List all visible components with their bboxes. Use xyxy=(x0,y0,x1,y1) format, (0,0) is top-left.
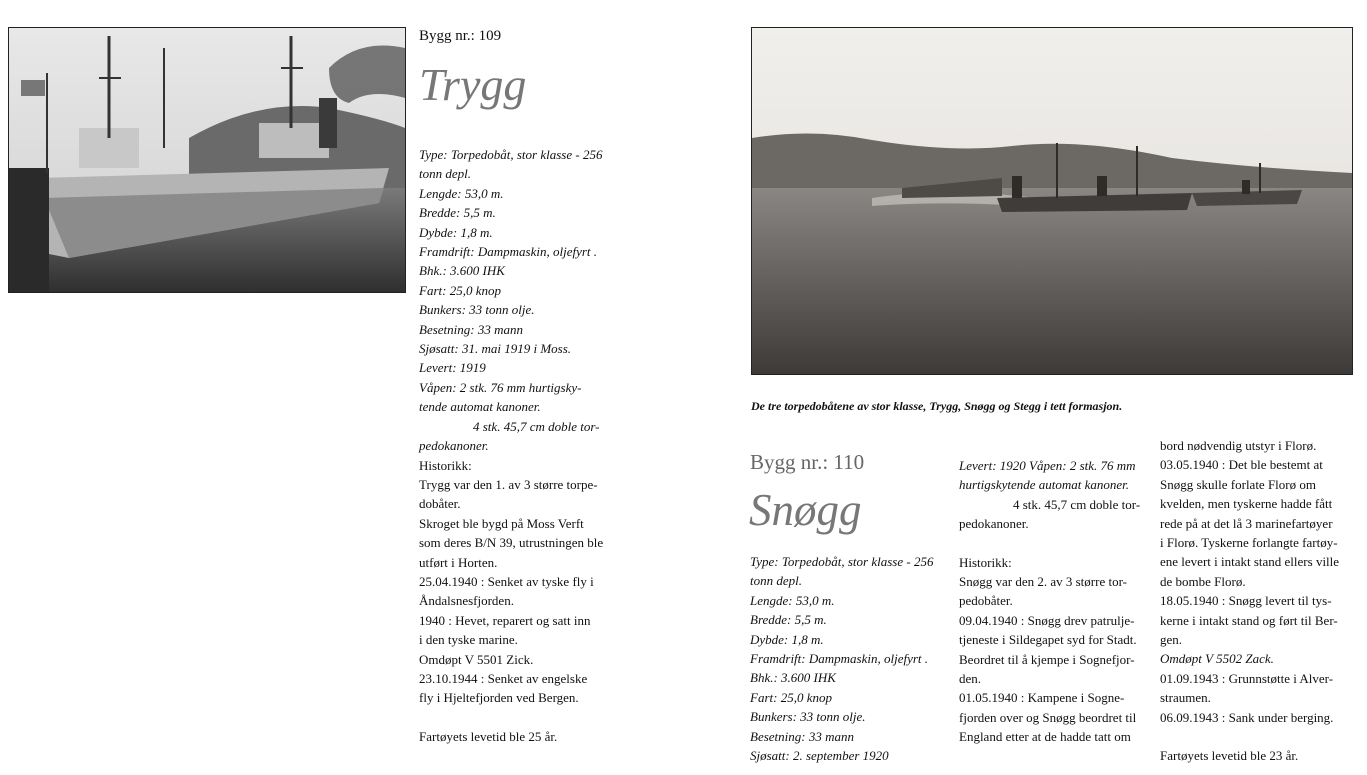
spec-line: tonn depl. xyxy=(750,573,802,589)
spec-line: Framdrift: Dampmaskin, oljefyrt . xyxy=(750,651,929,667)
trygg-photo-illustration xyxy=(9,28,405,292)
spec-line: pedokanoner. xyxy=(419,438,489,454)
history-line: kerne i intakt stand og ført til Ber- xyxy=(1160,612,1338,628)
history-line: kvelden, men tyskerne hadde fått xyxy=(1160,496,1333,512)
history-line: utført i Horten. xyxy=(419,554,498,570)
trygg-text-column xyxy=(419,145,612,746)
history-heading: Historikk: xyxy=(959,554,1012,570)
history-line: 09.04.1940 : Snøgg drev patrulje- xyxy=(959,612,1135,628)
history-line: ene levert i intakt stand ellers ville xyxy=(1160,554,1340,570)
history-heading: Historikk: xyxy=(419,457,472,473)
history-line: Snøgg var den 2. av 3 større tor- xyxy=(959,574,1127,590)
spec-line: Sjøsatt: 2. september 1920 xyxy=(750,748,889,764)
history-line: 06.09.1943 : Sank under berging. xyxy=(1160,709,1334,725)
history-line: dobåter. xyxy=(419,496,461,512)
spec-line: Bunkers: 33 tonn olje. xyxy=(750,709,866,725)
snogg-right-column xyxy=(1160,436,1353,766)
snogg-title: Snøgg xyxy=(749,485,862,535)
history-line: fly i Hjeltefjorden ved Bergen. xyxy=(419,690,579,706)
history-line: pedobåter. xyxy=(959,593,1013,609)
history-line: som deres B/N 39, utrustningen ble xyxy=(419,535,604,551)
spec-line: hurtigskytende automat kanoner. xyxy=(959,477,1130,493)
trygg-bygg-nr: Bygg nr.: 109 xyxy=(419,28,502,44)
history-line: Omdøpt V 5502 Zack. xyxy=(1160,651,1274,667)
formation-photo xyxy=(751,27,1353,375)
spec-line: Besetning: 33 mann xyxy=(750,728,854,744)
lifetime-line: Fartøyets levetid ble 23 år. xyxy=(1160,748,1299,764)
history-line: 23.10.1944 : Senket av engelske xyxy=(419,670,588,686)
history-line: Beordret til å kjempe i Sognefjor- xyxy=(959,651,1135,667)
history-line: straumen. xyxy=(1160,690,1211,706)
lifetime-line: Fartøyets levetid ble 25 år. xyxy=(419,728,558,744)
history-line: den. xyxy=(959,671,982,687)
spec-line: Sjøsatt: 31. mai 1919 i Moss. xyxy=(419,341,572,357)
history-line: Skroget ble bygd på Moss Verft xyxy=(419,515,584,531)
spec-line: Type: Torpedobåt, stor klasse - 256 xyxy=(750,554,934,569)
spec-line: Levert: 1919 xyxy=(419,360,486,376)
spec-line: Type: Torpedobåt, stor klasse - 256 xyxy=(419,147,603,162)
history-line: 01.05.1940 : Kampene i Sogne- xyxy=(959,690,1125,706)
history-line: Snøgg skulle forlate Florø om xyxy=(1160,476,1316,492)
spec-line: Bhk.: 3.600 IHK xyxy=(419,263,505,279)
spec-line: Lengde: 53,0 m. xyxy=(419,185,504,201)
trygg-photo xyxy=(8,27,406,293)
history-line: Åndalsnesfjorden. xyxy=(419,593,514,609)
history-line: Omdøpt V 5501 Zick. xyxy=(419,651,534,667)
spec-line: tende automat kanoner. xyxy=(419,399,541,415)
formation-photo-illustration xyxy=(752,28,1352,374)
history-line: 03.05.1940 : Det ble bestemt at xyxy=(1160,457,1323,473)
spec-line: Besetning: 33 mann xyxy=(419,321,523,337)
spec-line: Fart: 25,0 knop xyxy=(419,282,501,298)
history-line: gen. xyxy=(1160,632,1183,648)
spec-line: Framdrift: Dampmaskin, oljefyrt . xyxy=(419,244,598,260)
history-line: tjeneste i Sildegapet syd for Stadt. xyxy=(959,632,1137,648)
history-line: Trygg var den 1. av 3 større torpe- xyxy=(419,476,598,492)
spec-line: Dybde: 1,8 m. xyxy=(419,224,493,240)
snogg-specs-column xyxy=(750,552,945,765)
photo-caption: De tre torpedobåtene av stor klasse, Trygg, Snøgg og Stegg i tett formasjon. xyxy=(751,399,1123,413)
history-line: i Florø. Tyskerne forlangte fartøy- xyxy=(1160,535,1338,551)
spec-line: Lengde: 53,0 m. xyxy=(750,592,835,608)
spec-line: 4 stk. 45,7 cm doble tor- xyxy=(473,418,600,434)
spec-line: Dybde: 1,8 m. xyxy=(750,631,824,647)
spec-line: Fart: 25,0 knop xyxy=(750,689,832,705)
spec-line: Levert: 1920 Våpen: 2 stk. 76 mm xyxy=(959,458,1136,473)
snogg-middle-column xyxy=(959,456,1151,747)
history-line: de bombe Florø. xyxy=(1160,573,1246,589)
spec-line: Bunkers: 33 tonn olje. xyxy=(419,302,535,318)
spec-line: pedokanoner. xyxy=(959,516,1029,532)
history-line: 01.09.1943 : Grunnstøtte i Alver- xyxy=(1160,670,1334,686)
spec-line: Bhk.: 3.600 IHK xyxy=(750,670,836,686)
snogg-bygg-nr: Bygg nr.: 110 xyxy=(750,450,865,474)
history-line: fjorden over og Snøgg beordret til xyxy=(959,709,1137,725)
history-line: 25.04.1940 : Senket av tyske fly i xyxy=(419,573,594,589)
trygg-title: Trygg xyxy=(419,59,527,110)
spec-line: tonn depl. xyxy=(419,166,471,182)
spec-line: 4 stk. 45,7 cm doble tor- xyxy=(1013,496,1141,512)
history-line: rede på at det lå 3 marinefartøyer xyxy=(1160,515,1333,531)
spec-line: Våpen: 2 stk. 76 mm hurtigsky- xyxy=(419,379,582,395)
history-line: bord nødvendig utstyr i Florø. xyxy=(1160,438,1317,453)
history-line: 18.05.1940 : Snøgg levert til tys- xyxy=(1160,593,1332,609)
history-line: England etter at de hadde tatt om xyxy=(959,729,1131,745)
history-line: i den tyske marine. xyxy=(419,632,518,648)
history-line: 1940 : Hevet, reparert og satt inn xyxy=(419,612,591,628)
spec-line: Bredde: 5,5 m. xyxy=(750,612,827,628)
spec-line: Bredde: 5,5 m. xyxy=(419,205,496,221)
